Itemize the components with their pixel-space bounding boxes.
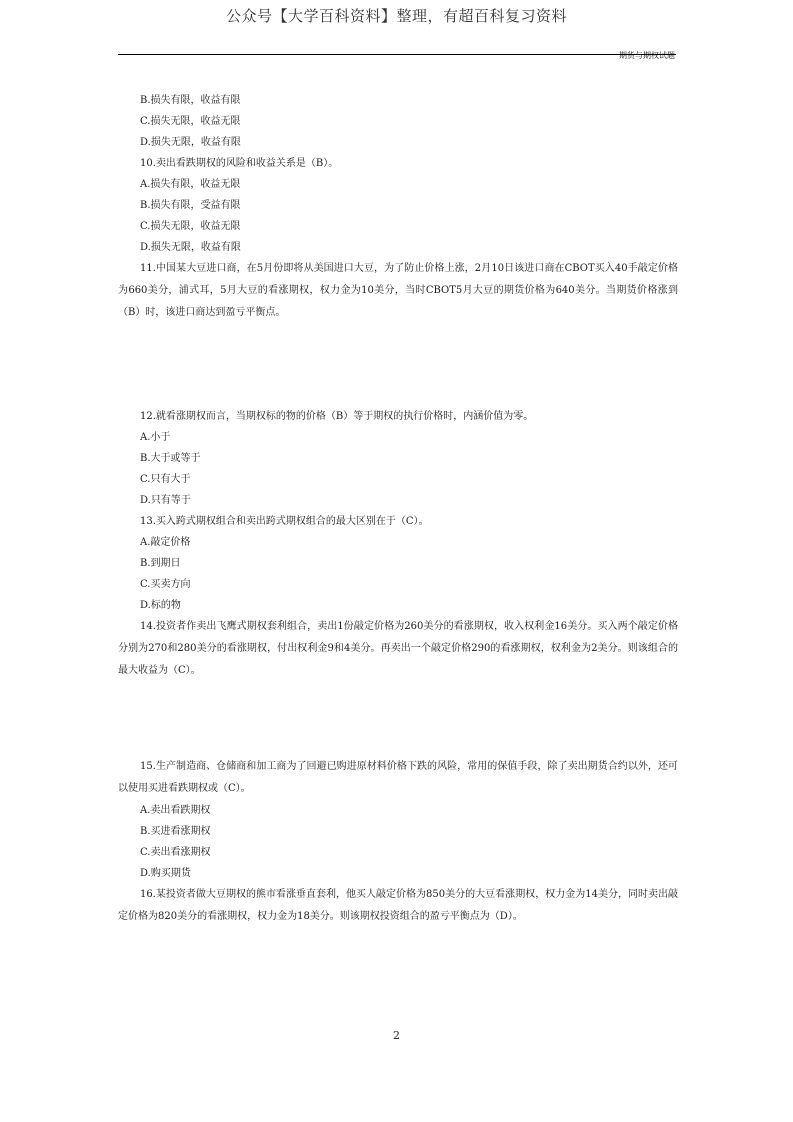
- answer-space: [118, 324, 678, 406]
- option-line: A.小于: [140, 432, 171, 443]
- answer-space: [118, 682, 678, 756]
- option-line: A.损失有限，收益无限: [140, 179, 241, 190]
- option-line: C.卖出看涨期权: [140, 847, 211, 858]
- question-12: 12.就看涨期权而言，当期权标的物的价格（B）等于期权的执行价格时，内涵价值为零。: [140, 411, 534, 422]
- page-body: [118, 90, 678, 928]
- option-line: B.大于或等于: [140, 453, 201, 464]
- option-line: C.损失无限，收益无限: [140, 221, 241, 232]
- option-line: B.损失有限，受益有限: [140, 200, 241, 211]
- header-rule: [118, 54, 676, 55]
- option-line: D.只有等于: [140, 495, 191, 506]
- watermark-banner: 公众号【大学百科资料】整理，有超百科复习资料: [225, 7, 567, 25]
- option-line: D.购买期货: [140, 868, 191, 879]
- option-line: B.买进看涨期权: [140, 826, 211, 837]
- question-10: 10.卖出看跌期权的风险和收益关系是（B）。: [140, 158, 339, 169]
- question-14: 14.投资者作卖出飞鹰式期权套利组合，卖出1份敲定价格为260美分的看涨期权，收入权利金16美分。买入两个敲定价格分别为270和280美分的看涨期权，付出权利金9和4美分。再卖出一个敲定价格290的看涨期权，权利金为2美分。则该组合的最大收益为（C）。: [118, 621, 678, 676]
- option-line: C.买卖方向: [140, 579, 191, 590]
- option-line: C.只有大于: [140, 474, 191, 485]
- option-line: A.卖出看跌期权: [140, 805, 211, 816]
- option-line: A.敲定价格: [140, 537, 191, 548]
- running-header: 期货与期权试题: [619, 51, 675, 60]
- option-line: B.损失有限，收益有限: [140, 95, 241, 106]
- option-line: C.损失无限，收益无限: [140, 116, 241, 127]
- question-11: 11.中国某大豆进口商，在5月份即将从美国进口大豆，为了防止价格上涨，2月10日该进口商在CBOT买入40手敲定价格为660美分，浦式耳，5月大豆的看涨期权，权力金为10美分，当时CBOT5月大豆的期货价格为640美分。当期货价格涨到（B）时，该进口商达到盈亏平衡点。: [118, 263, 678, 318]
- option-line: D.损失无限，收益有限: [140, 137, 241, 148]
- page-number: 2: [393, 1029, 400, 1042]
- question-13: 13.买入跨式期权组合和卖出跨式期权组合的最大区别在于（C）。: [140, 516, 429, 527]
- question-15: 15.生产制造商、仓储商和加工商为了回避已购进原材料价格下跌的风险，常用的保值手段，除了卖出期货合约以外，还可以使用买进看跌期权或（C）。: [118, 761, 678, 794]
- question-16: 16.某投资者做大豆期权的熊市看涨垂直套利，他买人敲定价格为850美分的大豆看涨期权，权力金为14美分，同时卖出敲定价格为820美分的看涨期权，权力金为18美分。则该期权投资组合的盈亏平衡点为（D）。: [118, 889, 678, 922]
- option-line: D.损失无限，收益有限: [140, 242, 241, 253]
- option-line: B.到期日: [140, 558, 181, 569]
- option-line: D.标的物: [140, 600, 181, 611]
